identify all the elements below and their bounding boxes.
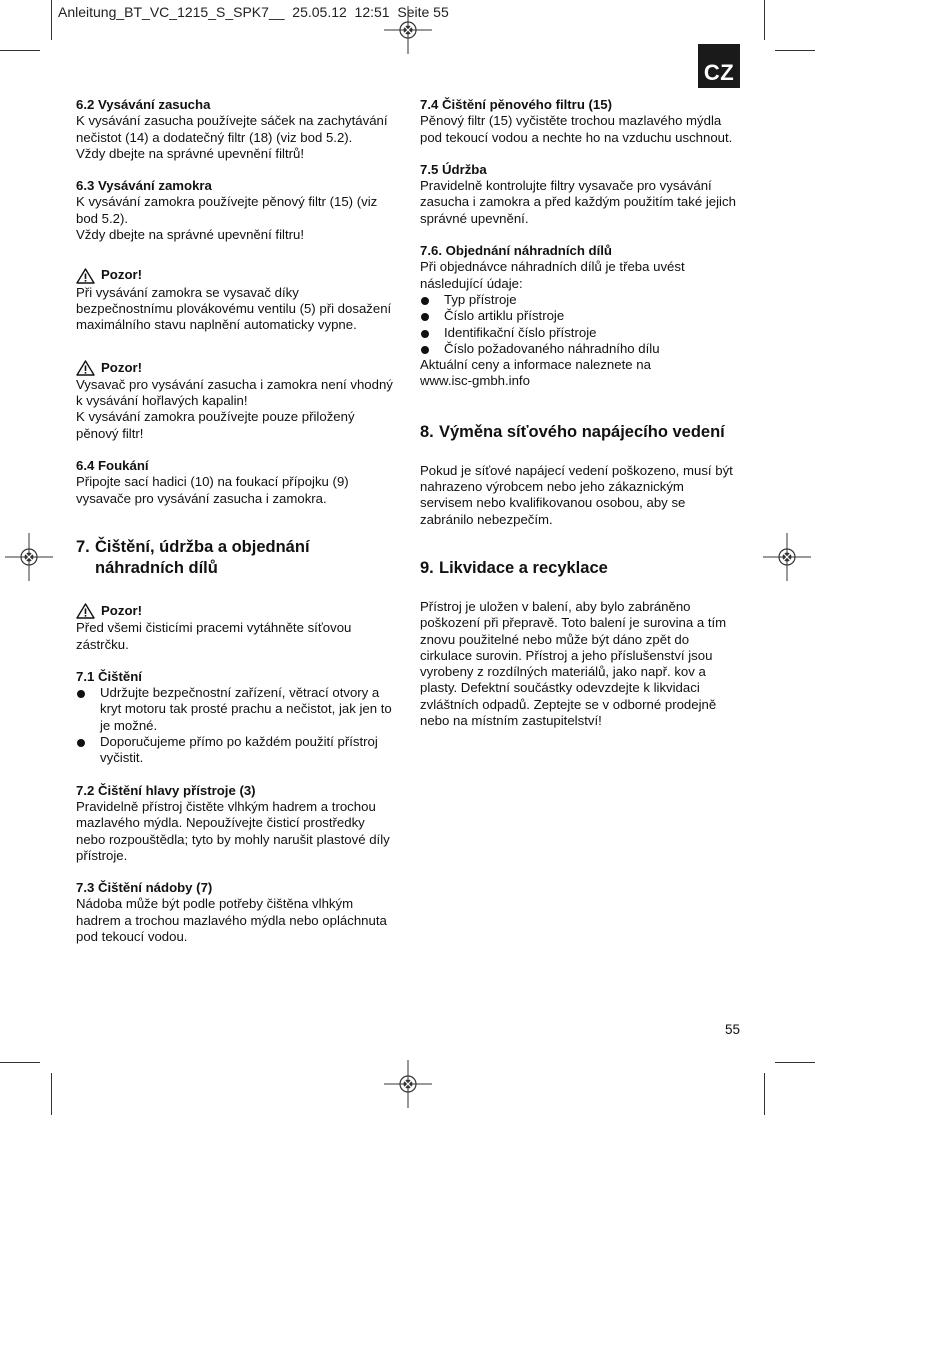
body-line: mazlavého mýdla. Nepoužívejte čisticí prostředky bbox=[76, 815, 365, 831]
body-line: www.isc-gmbh.info bbox=[420, 373, 530, 389]
section-heading: 7.4 Čištění pěnového filtru (15) bbox=[420, 97, 612, 112]
warning-label: Pozor! bbox=[101, 359, 143, 375]
body-line: přístroje. bbox=[76, 847, 128, 863]
left-column bbox=[76, 97, 411, 945]
body-line: K vysávání zamokra používejte pěnový filtr (15) (viz bbox=[76, 194, 378, 210]
body-line: Vysavač pro vysávání zasucha i zamokra není vhodný bbox=[76, 376, 393, 392]
section-heading: 7.1 Čištění bbox=[76, 668, 142, 684]
warning-block bbox=[76, 267, 411, 333]
chapter-heading-9 bbox=[420, 558, 760, 579]
chapter-heading-7 bbox=[76, 537, 411, 579]
body-line: poškození při přepravě. Toto balení je surovina a tím bbox=[420, 615, 727, 631]
section-7-2 bbox=[76, 783, 411, 864]
section-heading: 7.5 Údržba bbox=[420, 161, 487, 177]
list-item-line: vyčistit. bbox=[100, 750, 144, 766]
chapter-title: Likvidace a recyklace bbox=[439, 558, 608, 577]
body-line: Pravidelně kontrolujte filtry vysavače pro vysávání bbox=[420, 178, 712, 194]
body-line: Při objednávce náhradních dílů je třeba uvést bbox=[420, 259, 685, 275]
body-line: servisem nebo kvalifikovanou osobou, aby se bbox=[420, 495, 686, 511]
warning-heading bbox=[76, 603, 411, 619]
body-line: bezpečnostnímu plovákovému ventilu (5) při dosažení bbox=[76, 300, 392, 316]
chapter-number: 8. bbox=[420, 422, 434, 441]
body-line: nečistot (14) a dodatečný filtr (18) (viz bod 5.2). bbox=[76, 129, 353, 145]
warning-block bbox=[76, 360, 411, 442]
crop-mark bbox=[0, 1062, 40, 1063]
section-6-4 bbox=[76, 458, 411, 507]
body-line: plasty. Defektní součástky odevzdejte k likvidaci bbox=[420, 680, 700, 696]
body-line: následující údaje: bbox=[420, 275, 523, 291]
body-line: K vysávání zamokra používejte pouze přiložený bbox=[76, 409, 355, 425]
list-item: Číslo požadovaného náhradního dílu bbox=[420, 341, 760, 357]
section-7-3 bbox=[76, 880, 411, 945]
crop-mark bbox=[51, 0, 52, 40]
body-line: bod 5.2). bbox=[76, 210, 129, 226]
list-item: Číslo artiklu přístroje bbox=[420, 308, 760, 324]
list-item-line: je možné. bbox=[100, 717, 158, 733]
chapter-title-line: náhradních dílů bbox=[95, 558, 218, 577]
section-7-4 bbox=[420, 97, 760, 146]
chapter-number: 7. bbox=[76, 537, 90, 556]
warning-triangle-icon bbox=[76, 360, 95, 376]
registration-mark-icon bbox=[384, 1060, 432, 1108]
section-7-6 bbox=[420, 243, 760, 390]
crop-mark bbox=[764, 0, 765, 40]
registration-mark-icon bbox=[5, 533, 53, 581]
body-line: k vysávání hořlavých kapalin! bbox=[76, 393, 248, 409]
list-item-line: kryt motoru tak prosté prachu a nečistot, jak jen to bbox=[100, 701, 392, 717]
crop-mark bbox=[775, 50, 815, 51]
section-7-1 bbox=[76, 669, 411, 767]
body-line: nahrazeno výrobcem nebo jeho zákaznickým bbox=[420, 479, 684, 495]
warning-block bbox=[76, 603, 411, 653]
list-item-line: Udržujte bezpečnostní zařízení, větrací otvory a bbox=[100, 685, 380, 701]
chapter-title-line: Čištění, údržba a objednání bbox=[95, 537, 310, 556]
body-line: pod tekoucí vodou. bbox=[76, 928, 188, 944]
body-line: Připojte sací hadici (10) na foukací přípojku (9) bbox=[76, 474, 349, 490]
body-line: nebo rozpouštědla; tyto by mohly narušit plastové díly bbox=[76, 831, 390, 847]
paragraph-9 bbox=[420, 599, 760, 729]
warning-triangle-icon bbox=[76, 603, 95, 619]
chapter-number: 9. bbox=[420, 558, 434, 577]
warning-triangle-icon bbox=[76, 268, 95, 284]
section-6-2 bbox=[76, 97, 411, 162]
body-line: vyrobeny z rozdílných materiálů, jako např. kov a bbox=[420, 664, 706, 680]
body-line: zvláštních odpadů. Zeptejte se v odborné prodejně bbox=[420, 696, 717, 712]
body-line: Aktuální ceny a informace naleznete na bbox=[420, 357, 651, 373]
body-line: vysavače pro vysávání zasucha i zamokra. bbox=[76, 490, 327, 506]
section-6-3 bbox=[76, 178, 411, 243]
registration-mark-icon bbox=[384, 6, 432, 54]
crop-mark bbox=[0, 50, 40, 51]
bullet-list bbox=[420, 292, 760, 357]
warning-heading bbox=[76, 267, 411, 283]
section-heading: 6.4 Foukání bbox=[76, 458, 149, 474]
body-line: Přístroj je uložen v balení, aby bylo zabráněno bbox=[420, 598, 691, 614]
list-item bbox=[76, 734, 411, 767]
section-heading: 7.2 Čištění hlavy přístroje (3) bbox=[76, 782, 256, 798]
body-line: hadrem a trochou mazlavého mýdla nebo opláchnuta bbox=[76, 912, 387, 928]
body-line: znovu použitelné nebo může být dáno zpět do bbox=[420, 631, 690, 647]
body-line: zástrčku. bbox=[76, 636, 129, 652]
section-heading: 7.6. Objednání náhradních dílů bbox=[420, 243, 612, 259]
body-line: Při vysávání zamokra se vysavač díky bbox=[76, 284, 299, 300]
section-heading: 7.3 Čištění nádoby (7) bbox=[76, 880, 213, 896]
body-line: Pokud je síťové napájecí vedení poškozeno, musí být bbox=[420, 462, 733, 478]
print-header: Anleitung_BT_VC_1215_S_SPK7__ 25.05.12 12:51 Seite 55 bbox=[58, 4, 449, 20]
chapter-title: Výměna síťového napájecího vedení bbox=[439, 422, 725, 441]
body-line: Pravidelně přístroj čistěte vlhkým hadrem a trochou bbox=[76, 798, 376, 814]
right-column bbox=[420, 97, 760, 729]
registration-mark-icon bbox=[763, 533, 811, 581]
crop-mark bbox=[51, 1073, 52, 1115]
bullet-list bbox=[76, 685, 411, 766]
list-item bbox=[76, 685, 411, 734]
body-line: cirkulace surovin. Přístroj a jeho příslušenství jsou bbox=[420, 647, 713, 663]
body-line: pod tekoucí vodou a nechte ho na vzduchu uschnout. bbox=[420, 129, 733, 145]
page-number: 55 bbox=[725, 1022, 741, 1037]
body-line: Vždy dbejte na správné upevnění filtru! bbox=[76, 227, 304, 243]
body-line: K vysávání zasucha používejte sáček na zachytávání bbox=[76, 113, 388, 129]
crop-mark bbox=[764, 1073, 765, 1115]
chapter-heading-8 bbox=[420, 422, 760, 443]
body-line: Pěnový filtr (15) vyčistěte trochou mazlavého mýdla bbox=[420, 113, 722, 129]
body-line: správné upevnění. bbox=[420, 210, 529, 226]
body-line: zasucha i zamokra a před každým použitím také jejich bbox=[420, 194, 736, 210]
warning-label: Pozor! bbox=[101, 267, 143, 283]
list-item: Typ přístroje bbox=[420, 292, 760, 308]
body-line: pěnový filtr! bbox=[76, 425, 144, 441]
list-item-line: Doporučujeme přímo po každém použití přístroj bbox=[100, 734, 378, 750]
body-line: Před všemi čisticími pracemi vytáhněte síťovou bbox=[76, 620, 352, 636]
body-line: Nádoba může být podle potřeby čištěna vlhkým bbox=[76, 896, 354, 912]
body-line: zabránilo nebezpečím. bbox=[420, 511, 553, 527]
paragraph-8 bbox=[420, 463, 760, 528]
section-heading: 6.2 Vysávání zasucha bbox=[76, 97, 211, 112]
crop-mark bbox=[775, 1062, 815, 1063]
warning-label: Pozor! bbox=[101, 602, 143, 618]
body-line: nebo na místním zastupitelství! bbox=[420, 713, 602, 729]
warning-heading bbox=[76, 360, 411, 376]
section-heading: 6.3 Vysávání zamokra bbox=[76, 178, 212, 194]
body-line: maximálního stavu naplnění automaticky vypne. bbox=[76, 317, 357, 333]
section-7-5 bbox=[420, 162, 760, 227]
language-badge: CZ bbox=[698, 44, 740, 88]
body-line: Vždy dbejte na správné upevnění filtrů! bbox=[76, 145, 304, 161]
list-item: Identifikační číslo přístroje bbox=[420, 325, 760, 341]
